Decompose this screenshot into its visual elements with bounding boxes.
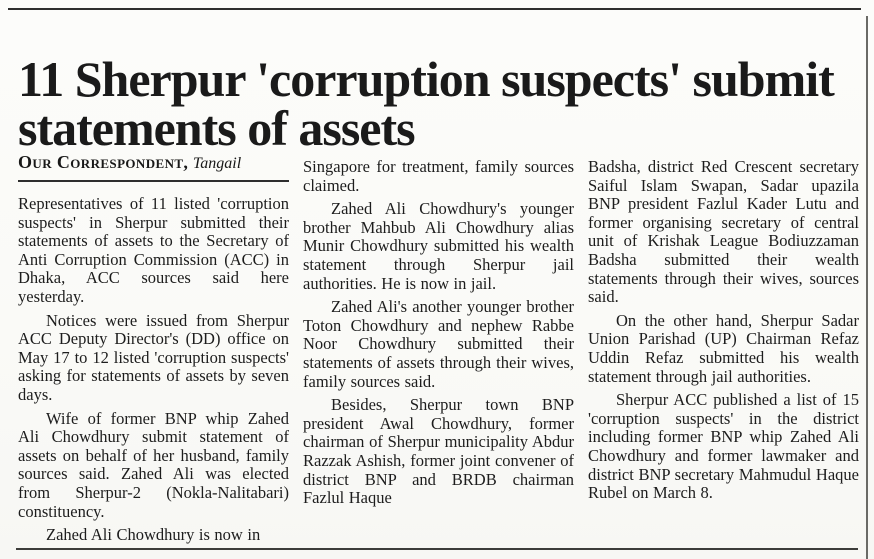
article-paragraph: Wife of former BNP whip Zahed Ali Chowdhury submit statement of assets on behalf of her husband, family sources said. Zahed Ali was elected from Sherpur-2 (Nokla-Nalitabari) constituency. xyxy=(18,408,289,521)
byline-author: Our Correspondent, xyxy=(18,152,189,172)
article-headline: 11 Sherpur 'corruption suspects' submit statements of assets xyxy=(18,50,834,156)
article-column-2 xyxy=(303,151,574,550)
article-paragraph: Zahed Ali Chowdhury's younger brother Mahbub Ali Chowdhury alias Munir Chowdhury submitted his wealth statement through Sherpur jail authorities. He is now in jail. xyxy=(303,199,574,293)
article-column-3 xyxy=(588,151,859,550)
article-paragraph: Notices were issued from Sherpur ACC Deputy Director's (DD) office on May 17 to 12 listed 'corruption suspects' asking for statements of assets by seven days. xyxy=(18,310,289,404)
article-paragraph: On the other hand, Sherpur Sadar Union Parishad (UP) Chairman Refaz Uddin Refaz submitted his wealth statement through jail authorities. xyxy=(588,310,859,386)
byline-location: Tangail xyxy=(192,155,242,172)
article-paragraph: Zahed Ali's another younger brother Toton Chowdhury and nephew Rabbe Noor Chowdhury submitted their statements of assets through their wives, family sources said. xyxy=(303,297,574,391)
article-body xyxy=(18,151,860,550)
top-rule xyxy=(8,8,861,10)
byline-rule xyxy=(18,180,289,182)
article-paragraph: Zahed Ali Chowdhury is now in xyxy=(46,525,261,545)
byline xyxy=(18,151,289,175)
article-paragraph: Badsha, district Red Crescent secretary Saiful Islam Swapan, Sadar upazila BNP president Fazlul Kader Lutu and former organising secretary of central unit of Krishak League Bodiuzzaman Badsha submitted their wealth statements through their wives, sources said. xyxy=(588,157,859,307)
article-paragraph: Representatives of 11 listed 'corruption suspects' in Sherpur submitted their statements of assets to the Secretary of Anti Corruption Commission (ACC) in Dhaka, ACC sources said here yesterday. xyxy=(18,194,289,306)
article-column-1 xyxy=(18,151,289,550)
right-column-rule xyxy=(866,16,868,559)
article-paragraph: Singapore for treatment, family sources claimed. xyxy=(303,157,574,195)
article-paragraph: Sherpur ACC published a list of 15 'corruption suspects' in the district including former BNP whip Zahed Ali Chowdhury and former lawmaker and district BNP secretary Mahmudul Haque Rubel on March 8. xyxy=(588,390,859,503)
article-paragraph: Besides, Sherpur town BNP president Awal Chowdhury, former chairman of Sherpur municipality Abdur Razzak Ashish, former joint convener of district BNP and BRDB chairman Fazlul Haque xyxy=(303,395,574,508)
